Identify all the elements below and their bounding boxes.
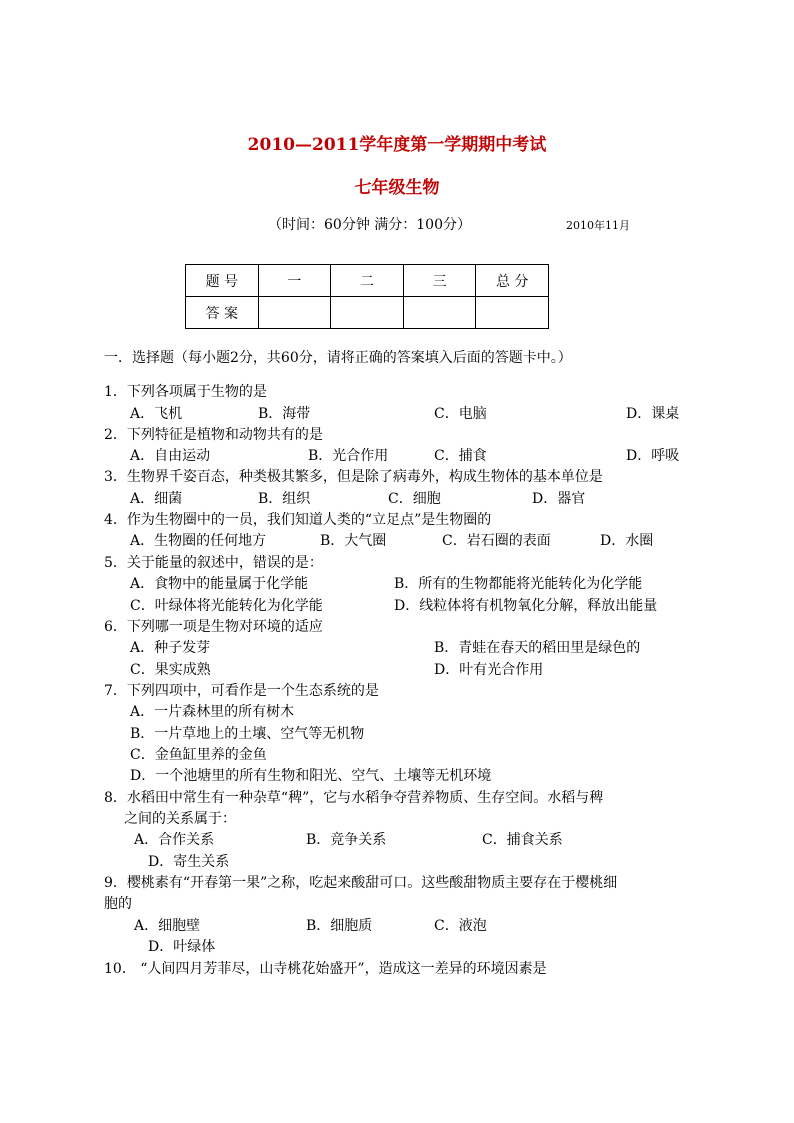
option: B．海带 <box>258 406 311 422</box>
score-answer-cell[interactable] <box>258 297 331 329</box>
option: A．飞机 <box>130 406 183 422</box>
option: B．组织 <box>258 491 311 507</box>
option: D．呼吸 <box>626 448 680 464</box>
option: D．寄生关系 <box>148 854 230 870</box>
question-stem: 1．下列各项属于生物的是 <box>104 384 267 400</box>
score-table-answer-row <box>186 297 549 329</box>
option: D．器官 <box>532 491 586 507</box>
section-heading: 一．选择题（每小题2分，共60分，请将正确的答案填入后面的答题卡中。） <box>104 350 572 366</box>
option: A．自由运动 <box>130 448 211 464</box>
option: D．一个池塘里的所有生物和阳光、空气、土壤等无机环境 <box>130 768 492 784</box>
option: D．叶有光合作用 <box>434 662 544 678</box>
question-stem-continued: 胞的 <box>104 896 132 912</box>
question-stem: 2．下列特征是植物和动物共有的是 <box>104 427 323 443</box>
option: A．生物圈的任何地方 <box>130 533 267 549</box>
option: B．细胞质 <box>306 918 373 934</box>
option: C．电脑 <box>434 406 487 422</box>
score-table <box>185 264 549 329</box>
option: D．叶绿体 <box>148 939 216 955</box>
question-stem: 9．樱桃素有“开春第一果”之称，吃起来酸甜可口。这些酸甜物质主要存在于樱桃细 <box>104 875 618 891</box>
option: B．大气圈 <box>320 533 387 549</box>
option: A．食物中的能量属于化学能 <box>130 576 309 592</box>
option: B．青蛙在春天的稻田里是绿色的 <box>434 640 641 656</box>
option: C．捕食关系 <box>482 832 563 848</box>
option: D．水圈 <box>600 533 654 549</box>
option: C．细胞 <box>388 491 441 507</box>
score-cell: 一 <box>258 265 331 297</box>
question-stem: 6．下列哪一项是生物对环境的适应 <box>104 619 323 635</box>
time-score-info: （时间：60分钟 满分：100分） <box>268 217 471 233</box>
option: C．叶绿体将光能转化为化学能 <box>130 598 323 614</box>
question-stem: 10． “人间四月芳菲尽，山寺桃花始盛开”，造成这一差异的环境因素是 <box>104 961 547 977</box>
score-table-header-row <box>186 265 549 297</box>
option: B．光合作用 <box>308 448 389 464</box>
option: A．合作关系 <box>134 832 215 848</box>
score-cell: 三 <box>403 265 476 297</box>
option: B．竞争关系 <box>306 832 387 848</box>
score-answer-cell[interactable] <box>331 297 404 329</box>
option: A．细胞壁 <box>134 918 201 934</box>
score-cell: 答 案 <box>186 297 259 329</box>
option: B．一片草地上的土壤、空气等无机物 <box>130 726 365 742</box>
question-stem: 8．水稻田中常生有一种杂草“稗”，它与水稻争夺营养物质、生存空间。水稻与稗 <box>104 790 604 806</box>
option: C．岩石圈的表面 <box>442 533 551 549</box>
option: A．种子发芽 <box>130 640 211 656</box>
score-cell: 总 分 <box>476 265 549 297</box>
score-answer-cell[interactable] <box>476 297 549 329</box>
option: C．液泡 <box>434 918 487 934</box>
score-cell: 题 号 <box>186 265 259 297</box>
option: A．细菌 <box>130 491 183 507</box>
question-stem-continued: 之间的关系属于： <box>124 811 236 827</box>
question-stem: 7．下列四项中，可看作是一个生态系统的是 <box>104 683 379 699</box>
score-answer-cell[interactable] <box>403 297 476 329</box>
option: B．所有的生物都能将光能转化为化学能 <box>394 576 643 592</box>
score-cell: 二 <box>331 265 404 297</box>
option: C．捕食 <box>434 448 487 464</box>
exam-title: 2010—2011学年度第一学期期中考试 <box>247 135 547 155</box>
option: D．课桌 <box>626 406 680 422</box>
question-stem: 4．作为生物圈中的一员，我们知道人类的“立足点”是生物圈的 <box>104 512 492 528</box>
question-stem: 5．关于能量的叙述中，错误的是： <box>104 555 323 571</box>
option: C．果实成熟 <box>130 662 211 678</box>
option: A．一片森林里的所有树木 <box>130 704 295 720</box>
option: C．金鱼缸里养的金鱼 <box>130 747 267 763</box>
exam-date: 2010年11月 <box>566 219 630 232</box>
exam-subtitle: 七年级生物 <box>354 178 440 198</box>
question-stem: 3．生物界千姿百态，种类极其繁多，但是除了病毒外，构成生物体的基本单位是 <box>104 469 603 485</box>
option: D．线粒体将有机物氧化分解，释放出能量 <box>394 598 658 614</box>
